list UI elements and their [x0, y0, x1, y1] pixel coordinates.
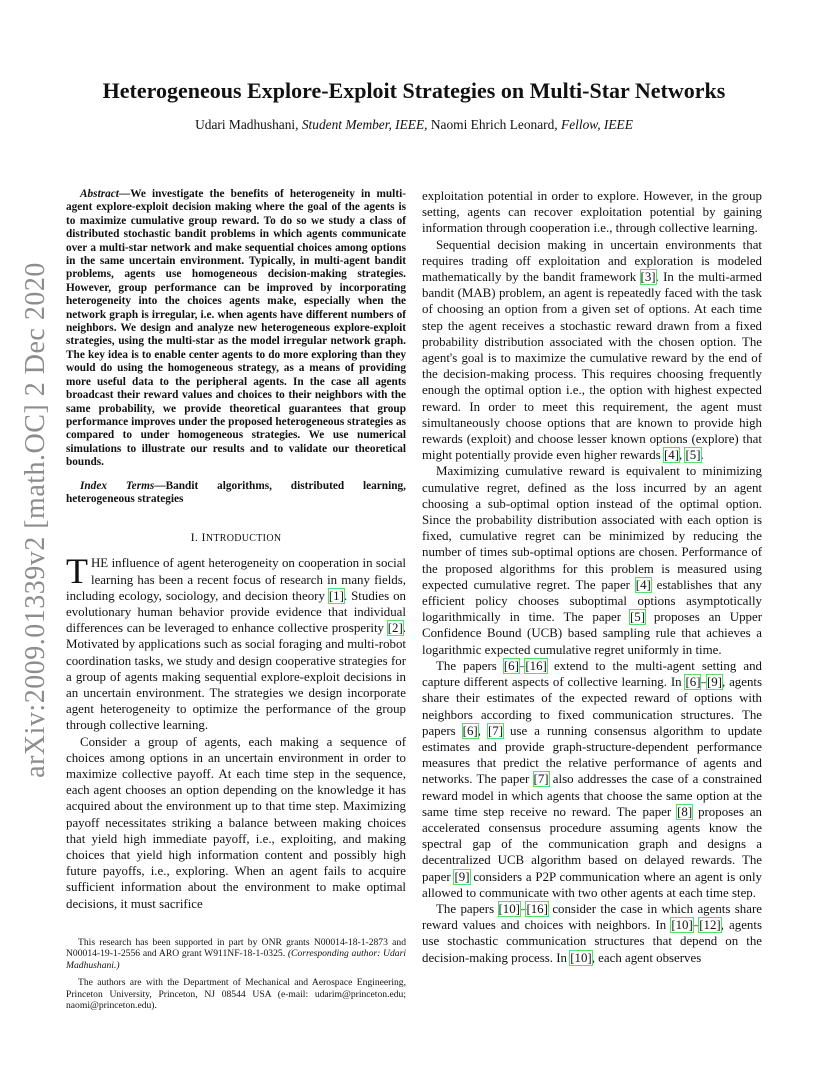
citation-link[interactable]: [5] [629, 610, 645, 625]
citation-link[interactable]: [4] [664, 448, 680, 463]
citation-link[interactable]: [8] [677, 804, 693, 819]
abstract-label: Abstract [80, 188, 119, 200]
citation-link[interactable]: [6] [503, 658, 519, 673]
citation-link[interactable]: [7] [487, 723, 503, 738]
citation-link[interactable]: [16] [526, 901, 548, 916]
abstract [66, 188, 406, 470]
funding-footnote: This research has been supported in part by ONR grants N00014-18-1-2873 and N00014-19-1-2556 and ARO grant W911NF-18-1-0325. (Corresponding author: Udari Madhushani.) [66, 937, 406, 971]
left-column [66, 188, 406, 912]
index-terms-text: —Bandit algorithms, distributed learning, heterogeneous strategies [66, 479, 406, 505]
footnotes [66, 937, 406, 1017]
right-paragraph-2: Maximizing cumulative reward is equivalent to minimizing cumulative regret, defined as the loss incurred by an agent choosing a sub-optimal option instead of the optimal option. Since the probability distribution associated with each option is fixed, cumulative regret can be minimized by reducing the number of times sub-optimal options are chosen. Performance of the proposed algorithms for this problem is measured using expected cumulative regret. The paper [4] establishes that any efficient policy chooses suboptimal options asymptotically logarithmically in time. The paper [5] proposes an Upper Confidence Bound (UCB) based sampling rule that achieves a logarithmic expected cumulative regret uniformly in time. [422, 464, 762, 657]
arxiv-identifier: arXiv:2009.01339v2 [math.OC] 2 Dec 2020 [20, 262, 51, 778]
right-paragraph-3: The papers [6]–[16] extend to the multi-agent setting and capture different aspects of collective learning. In [6]–[9], agents share their estimates of the expected reward of options with neighbors according to fixed communication structures. The papers [6], [7] use a running consensus algorithm to update estimates and provide graph-structure-dependent performance measures that predict the relative performance of agents and networks. The paper [7] also addresses the case of a constrained reward model in which agents that choose the same option at the same time step receive no reward. The paper [8] proposes an accelerated consensus procedure assuming agents know the spectral gap of the communication graph and designs a decentralized UCB algorithm based on delayed rewards. The paper [9] considers a P2P communication where an agent is only allowed to communicate with two other agents at each time step. [422, 658, 762, 900]
citation-link[interactable]: [4] [635, 577, 651, 592]
citation-link[interactable]: [1] [328, 588, 344, 603]
drop-cap: T [66, 551, 88, 592]
citation-link[interactable]: [6] [685, 675, 701, 690]
index-terms-label: Index Terms [80, 479, 155, 492]
section-heading: I. INTRODUCTION [190, 530, 282, 545]
citation-link[interactable]: [16] [525, 658, 547, 673]
citation-link[interactable]: [9] [454, 869, 470, 884]
abstract-text: —We investigate the benefits of heterogeneity in multi-agent explore-exploit decision making where the goal of the agents is to maximize cumulative group reward. To do so we study a class of distributed stochastic bandit problems in which agents communicate over a multi-star network and make sequential choices among options in the same uncertain environment. Typically, in multi-agent bandit problems, agents use homogeneous decision-making strategies. However, group performance can be improved by incorporating heterogeneity into the choices agents make, especially when the network graph is irregular, i.e. when agents have different numbers of neighbors. We design and analyze new heterogeneous explore-exploit strategies, using the multi-star as the model irregular network graph. The key idea is to enable center agents to do more exploring than they would do using the homogeneous strategy, as a means of providing more useful data to the peripheral agents. In the case all agents broadcast their reward values and choices to their neighbors with the same probability, we provide theoretical guarantees that group performance improves under the proposed heterogeneous strategies as compared to under homogeneous strategies. We use numerical simulations to illustrate our results and to validate our theoretical bounds. [66, 188, 406, 469]
right-column [422, 188, 762, 966]
citation-link[interactable]: [10] [498, 901, 520, 916]
paper-title: Heterogeneous Explore-Exploit Strategies on Multi-Star Networks [102, 78, 726, 103]
citation-link[interactable]: [2] [387, 621, 403, 636]
intro-paragraph-2: Consider a group of agents, each making a sequence of choices among options in an uncertain environment in order to maximize collective payoff. At each time step in the sequence, each agent chooses an option depending on the knowledge it has acquired about the environment up to that time step. Maximizing payoff necessitates striking a balance between making choices that yield high immediate payoff, i.e., exploiting, and making choices that yield high information content and possibly high future payoffs, i.e., exploring. When an agent fails to acquire sufficient information about the environment to make optimal decisions, it must sacrifice [66, 734, 406, 911]
citation-link[interactable]: [3] [640, 270, 656, 285]
citation-link[interactable]: [12] [699, 918, 721, 933]
intro-paragraph-1: THE influence of agent heterogeneity on cooperation in social learning has been a recent focus of research in many fields, including ecology, sociology, and decision theory [1]. Studies on evolutionary human behavior provide evidence that individual differences can be leveraged to enhance collective prosperity [2]. Motivated by applications such as social foraging and multi-robot coordination tasks, we study and design cooperative strategies for a group of agents making sequential explore-exploit decisions in an uncertain environment. The strategies we design incorporate agent heterogeneity to optimize the performance of the group through collective learning. [66, 551, 406, 733]
affiliation-footnote: The authors are with the Department of Mechanical and Aerospace Engineering, Princeton University, Princeton, NJ 08544 USA (e-mail: udarim@princeton.edu; naomi@princeton.edu). [66, 977, 406, 1012]
citation-link[interactable]: [10] [671, 918, 693, 933]
citation-link[interactable]: [6] [462, 723, 478, 738]
right-paragraph-4: The papers [10]–[16] consider the case in which agents share reward values and choices with neighbors. In [10]–[12], agents use stochastic communication structures that depend on the decision-making process. In [10], each agent observes [422, 901, 762, 965]
citation-link[interactable]: [7] [533, 772, 549, 787]
author-line: Udari Madhushani, Student Member, IEEE, Naomi Ehrich Leonard, Fellow, IEEE [195, 117, 633, 132]
citation-link[interactable]: [9] [706, 675, 722, 690]
index-terms [66, 480, 406, 507]
citation-link[interactable]: [10] [570, 950, 592, 965]
citation-link[interactable]: [5] [685, 448, 701, 463]
right-paragraph-0: exploitation potential in order to explore. However, in the group setting, agents can recover exploitation potential by gaining information through cooperation i.e., through collective learning. [422, 189, 762, 236]
arxiv-sidebar-stamp [6, 140, 66, 900]
right-paragraph-1: Sequential decision making in uncertain environments that requires trading off exploitation and exploration is modeled mathematically by the bandit framework [3]. In the multi-armed bandit (MAB) problem, an agent is repeatedly faced with the task of choosing an option from a given set of options. At each time step the agent receives a stochastic reward drawn from a fixed probability distribution associated with the chosen option. The agent's goal is to maximize the cumulative reward by the end of the decision-making process. This requires choosing frequently enough the optimal option i.e., the option with highest expected reward. In order to meet this requirement, the agent must simultaneously choose options that are known to provide high rewards (exploit) and choose lesser known options (explore) that might potentially provide even higher rewards [4], [5]. [422, 237, 763, 463]
